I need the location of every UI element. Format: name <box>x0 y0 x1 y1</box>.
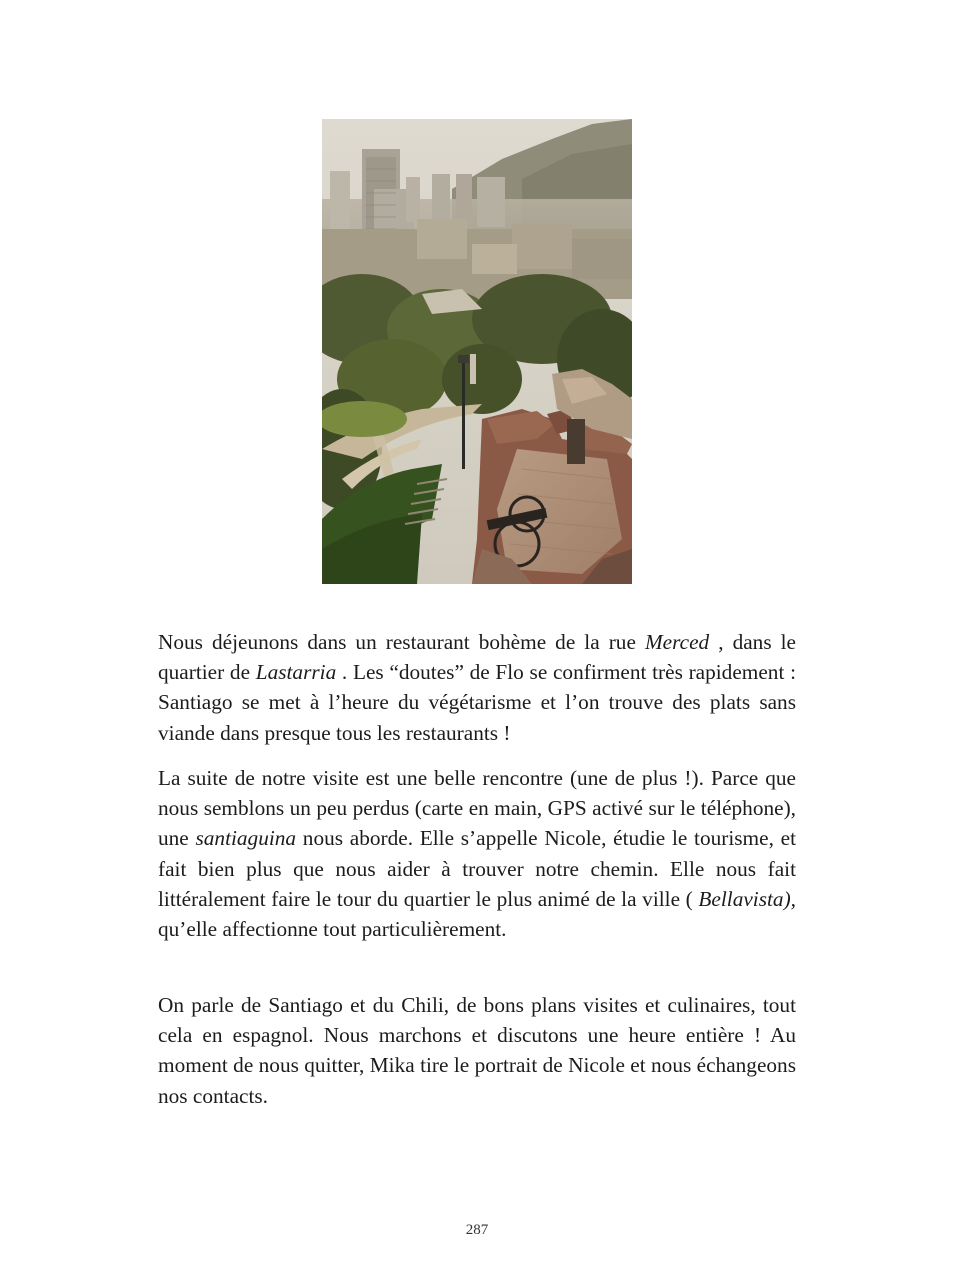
paragraph-text-span: , dans le quartier de <box>158 630 796 685</box>
paragraph-conversation-text: On parle de Santiago et du Chili, de bons plans visites et culinaires, tout cela en espagnol. Nous marchons et discutons une heure entière ! Au moment de nous quitter, Mika tire le portrait de Nicole et nous échangeons nos contacts. <box>158 993 796 1108</box>
paragraph-text-span: nous aborde. Elle s’appelle Nicole, étudie le tourisme, et fait bien plus que nous aider à trouver notre chemin. Elle nous fait littéralement faire le tour du quartier le plus animé de la ville ( <box>158 826 796 911</box>
district-name-bellavista: Bellavista), <box>698 886 796 911</box>
paragraph-text-span: La suite de notre visite est une belle rencontre (une de plus !). Parce que nous semblons un peu perdus (carte en main, GPS activé sur le téléphone), une <box>158 766 796 851</box>
street-name-merced: Merced <box>644 630 710 654</box>
photo-illustration <box>322 119 632 584</box>
santiago-photo <box>322 119 632 584</box>
page-number: 287 <box>465 1222 489 1238</box>
paragraph-meeting <box>158 763 796 944</box>
paragraph-conversation <box>158 990 796 1111</box>
paragraph-lunch <box>158 627 796 748</box>
term-santiaguina: santiaguina <box>195 826 297 851</box>
paragraph-meeting-text <box>158 763 796 944</box>
paragraph-text-span: Nous déjeunons dans un restaurant bohème de la rue <box>158 630 645 654</box>
paragraph-text-span: qu’elle affectionne tout particulièrement. <box>158 917 507 942</box>
district-name-lastarria: Lastarria <box>255 660 337 685</box>
paragraph-lunch-text <box>158 627 796 748</box>
paragraph-text-span: . Les “doutes” de Flo se confirment très rapidement : Santiago se met à l’heure du végétarisme et l’on trouve des plats sans viande dans presque tous les restaurants ! <box>158 660 796 745</box>
